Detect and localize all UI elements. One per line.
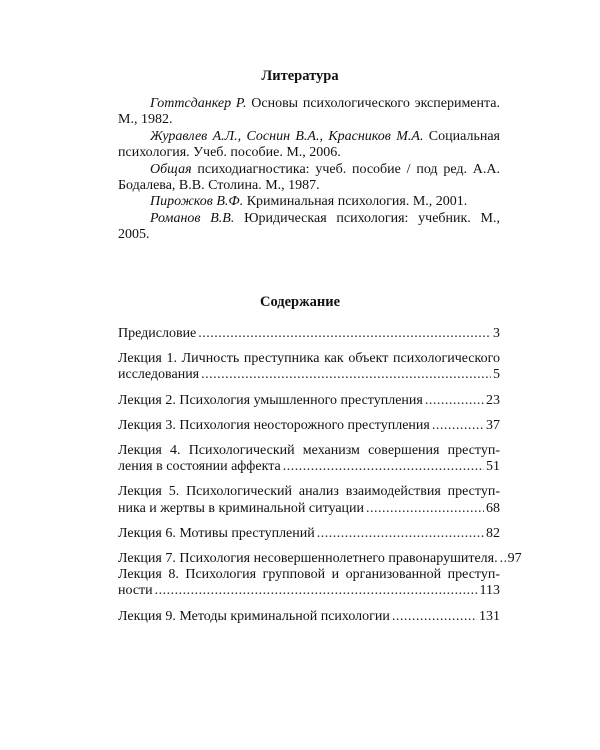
toc-entry: [118, 418, 500, 434]
toc-title: Лекция 7. Психология несовершеннолетнего правонарушителя.: [118, 551, 498, 567]
literature-heading: Литература: [261, 68, 339, 84]
bib-author: Пирожков В.Ф.: [150, 194, 244, 210]
bib-text: Основы психологического эксперимента. М., 1982.: [118, 96, 501, 128]
toc-title: Лекция 4. Психологический механизм совершения преступ-: [118, 443, 500, 459]
toc-page: 5: [493, 367, 500, 383]
toc-page: 131: [479, 608, 500, 624]
toc-title-cont: ления в состоянии аффекта: [118, 459, 281, 475]
toc-leader: [155, 583, 478, 599]
toc-page: 23: [486, 392, 500, 408]
toc-title: Лекция 8. Психология групповой и организованной преступ-: [118, 567, 500, 583]
toc-title: Предисловие: [118, 326, 197, 341]
toc-entry: [118, 393, 500, 409]
toc-page: 3: [493, 326, 500, 341]
toc-page: 113: [479, 583, 500, 599]
toc-entry: [118, 567, 500, 599]
toc-page: 82: [486, 525, 500, 541]
toc-leader: [366, 501, 484, 517]
toc-entry: [118, 443, 500, 475]
toc-page: 68: [486, 500, 500, 516]
toc-entry: [118, 609, 500, 625]
toc-leader: [283, 459, 484, 475]
bibliography: [118, 96, 500, 244]
bib-text: Социальная психология. Учеб. пособие. М., 2006.: [118, 128, 500, 161]
toc-page: 97: [507, 551, 522, 567]
bib-entry: [118, 194, 500, 210]
toc-entry: [118, 351, 500, 383]
bib-entry: [118, 211, 500, 244]
toc-title: Лекция 2. Психология умышленного преступления: [118, 392, 423, 408]
contents-heading: Содержание: [259, 294, 341, 310]
toc-leader: [198, 326, 491, 342]
toc-title: Лекция 3. Психология неосторожного преступления: [118, 417, 430, 433]
toc-title: Лекция 9. Методы криминальной психологии: [118, 608, 390, 624]
toc-title: Лекция 1. Личность преступника как объект психологического: [118, 351, 500, 367]
bib-text: психодиагностика: учеб. пособие / под ред. А.А. Бодалева, В.В. Столина. М., 1987.: [118, 161, 500, 194]
toc-leader: [201, 367, 491, 383]
toc-leader: [392, 609, 477, 625]
toc-leader: [425, 393, 484, 409]
table-of-contents: [118, 326, 522, 634]
toc-title: Лекция 6. Мотивы преступлений: [118, 525, 315, 541]
bib-entry: [118, 129, 500, 162]
bib-author: Журавлев А.Л., Соснин В.А., Красников М.А.: [150, 128, 424, 144]
bib-entry: [118, 96, 500, 129]
toc-entry: [118, 326, 500, 342]
toc-entry: [118, 551, 522, 567]
bib-text: Криминальная психология. М., 2001.: [243, 194, 468, 210]
toc-leader: [500, 551, 506, 567]
toc-title-cont: ности: [118, 583, 153, 599]
toc-title: Лекция 5. Психологический анализ взаимодействия преступ-: [118, 484, 500, 500]
toc-page: 37: [486, 417, 500, 433]
toc-entry: [118, 526, 500, 542]
bib-entry: [118, 162, 500, 195]
bib-author: Готтсданкер Р.: [150, 96, 247, 111]
toc-page: 51: [486, 459, 500, 475]
bib-text: Юридическая психология: учебник. М., 2005.: [118, 210, 501, 243]
bib-author: Общая: [150, 161, 192, 177]
toc-entry: [118, 484, 500, 516]
toc-title-cont: ника и жертвы в криминальной ситуации: [118, 500, 365, 516]
toc-leader: [317, 526, 484, 542]
toc-leader: [432, 418, 484, 434]
toc-title-cont: исследования: [118, 367, 200, 383]
bib-author: Романов В.В.: [150, 210, 235, 226]
